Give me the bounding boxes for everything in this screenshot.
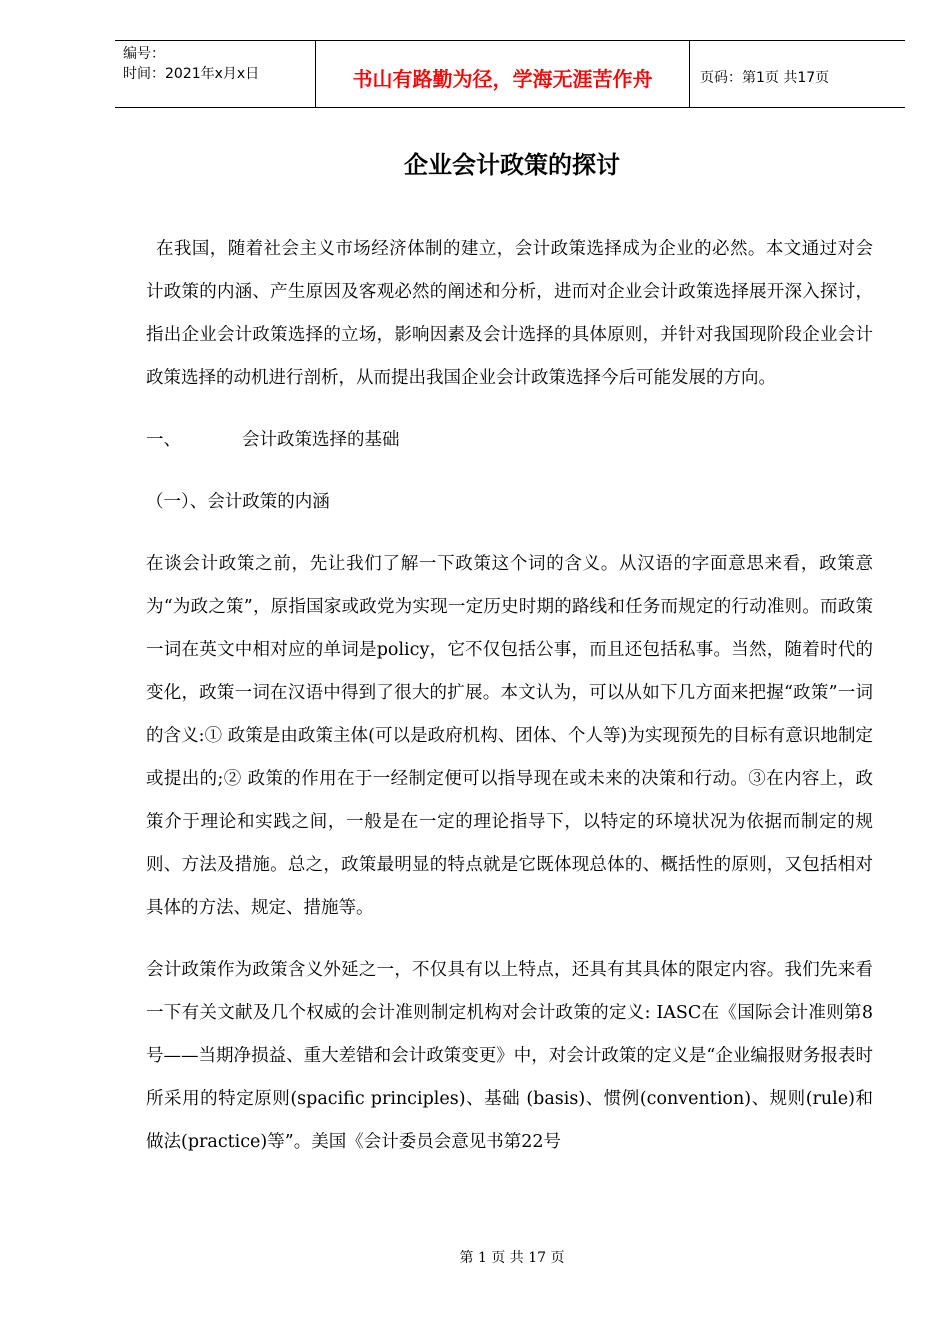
motto-text: 书山有路勤为径，学海无涯苦作舟 [352, 66, 653, 91]
page-info-text: 页码：第1页 共17页 [700, 70, 830, 86]
abstract-paragraph: 在我国，随着社会主义市场经济体制的建立，会计政策选择成为企业的必然。本文通过对会计政策的内涵、产生原因及客观必然的阐述和分析，进而对企业会计政策选择展开深入探讨，指出企业会计政策选择的立场，影响因素及会计选择的具体原则，并针对我国现阶段企业会计政策选择的动机进行剖析，从而提出我国企业会计政策选择今后可能发展的方向。 [146, 239, 873, 388]
motto-cell [316, 41, 690, 107]
document-title: 企业会计政策的探讨 [404, 151, 620, 179]
subsection-heading: （一）、会计政策的内涵 [146, 492, 330, 512]
number-label: 编号： [123, 46, 165, 62]
section-number: 一、 [146, 430, 181, 450]
section-title: 会计政策选择的基础 [242, 430, 400, 450]
header-meta-cell [115, 41, 316, 107]
header-table [115, 40, 905, 108]
body-paragraph-2: 会计政策作为政策含义外延之一，不仅具有以上特点，还具有其具体的限定内容。我们先来看一下有关文献及几个权威的会计准则制定机构对会计政策的定义: IASC在《国际会计准则第8号——当期净损益、重大差错和会计政策变更》中，对会计政策的定义是“企业编报财务报表时所采用的特定原则(spacific principles)、基础 (basis)、惯例(convention)、规则(rule)和做法(practice)等”。美国《会计委员会意见书第22号 [146, 960, 873, 1152]
document-body [146, 228, 873, 1164]
page-info-cell [690, 41, 905, 107]
section-heading [146, 419, 873, 462]
page-footer: 第 1 页 共 17 页 [459, 1250, 565, 1266]
body-paragraph-1: 在谈会计政策之前，先让我们了解一下政策这个词的含义。从汉语的字面意思来看，政策意为“为政之策”，原指国家或政党为实现一定历史时期的路线和任务而规定的行动准则。而政策一词在英文中相对应的单词是policy，它不仅包括公事，而且还包括私事。当然，随着时代的变化，政策一词在汉语中得到了很大的扩展。本文认为，可以从如下几方面来把握“政策”一词的含义:① 政策是由政策主体(可以是政府机构、团体、个人等)为实现预先的目标有意识地制定或提出的;② 政策的作用在于一经制定便可以指导现在或未来的决策和行动。③在内容上，政策介于理论和实践之间，一般是在一定的理论指导下，以特定的环境状况为依据而制定的规则、方法及措施。总之，政策最明显的特点就是它既体现总体的、概括性的原则，又包括相对具体的方法、规定、措施等。 [146, 554, 873, 918]
time-label: 时间：2021年x月x日 [123, 66, 260, 82]
